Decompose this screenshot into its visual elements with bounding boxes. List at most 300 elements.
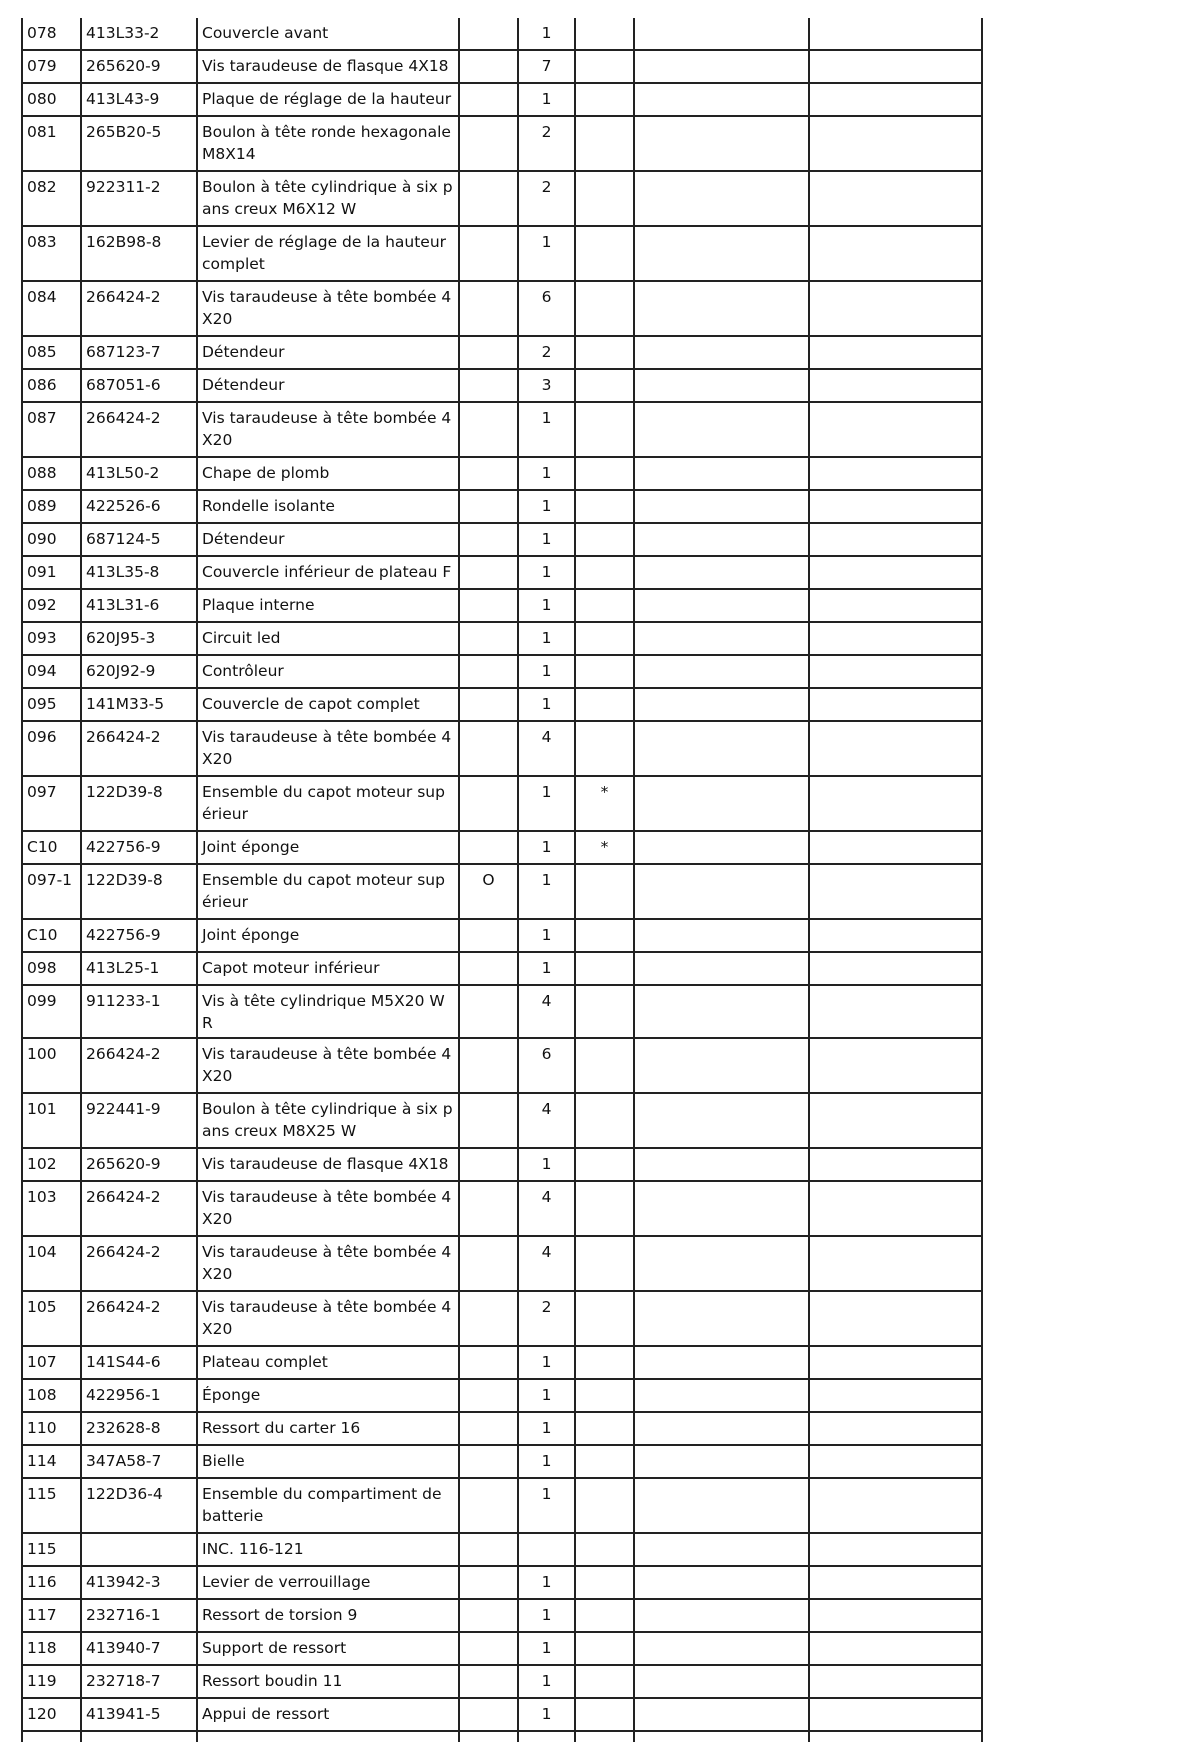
empty-cell xyxy=(459,1731,518,1742)
empty-cell xyxy=(809,1093,982,1148)
quantity-cell: 4 xyxy=(518,1236,575,1291)
option-cell xyxy=(459,831,518,864)
part-number-cell: 422526-6 xyxy=(81,490,197,523)
table-row xyxy=(22,1599,982,1632)
ref-number-cell: 090 xyxy=(22,523,81,556)
empty-cell xyxy=(809,523,982,556)
note-mark-cell xyxy=(575,226,634,281)
quantity-cell: 2 xyxy=(518,116,575,171)
ref-number-cell: 085 xyxy=(22,336,81,369)
note-mark-cell xyxy=(575,952,634,985)
empty-cell xyxy=(634,622,809,655)
part-number-cell: 141M33-5 xyxy=(81,688,197,721)
empty-cell xyxy=(809,336,982,369)
part-number-cell: 265620-9 xyxy=(81,50,197,83)
option-cell xyxy=(459,523,518,556)
description-cell: Vis taraudeuse à tête bombée 4X20 xyxy=(197,1038,459,1093)
part-number-cell: 232716-1 xyxy=(81,1599,197,1632)
description-cell: Couvercle inférieur de plateau F xyxy=(197,556,459,589)
table-row xyxy=(22,50,982,83)
empty-cell xyxy=(809,50,982,83)
empty-cell xyxy=(634,1412,809,1445)
description-cell: Vis taraudeuse à tête bombée 4X20 xyxy=(197,281,459,336)
table-row xyxy=(22,226,982,281)
quantity-cell: 2 xyxy=(518,171,575,226)
option-cell xyxy=(459,369,518,402)
description-cell: Couvercle avant xyxy=(197,18,459,50)
quantity-cell: 1 xyxy=(518,1379,575,1412)
table-row xyxy=(22,490,982,523)
table-row xyxy=(22,83,982,116)
empty-cell xyxy=(809,18,982,50)
option-cell xyxy=(459,721,518,776)
table-row xyxy=(22,1445,982,1478)
empty-cell xyxy=(634,457,809,490)
option-cell xyxy=(459,83,518,116)
note-mark-cell xyxy=(575,1665,634,1698)
description-cell: Contrôleur xyxy=(197,655,459,688)
empty-cell xyxy=(809,369,982,402)
ref-number-cell: 099 xyxy=(22,985,81,1038)
ref-number-cell: 103 xyxy=(22,1181,81,1236)
option-cell xyxy=(459,556,518,589)
part-number-cell: 422956-1 xyxy=(81,1379,197,1412)
quantity-cell: 4 xyxy=(518,985,575,1038)
empty-cell xyxy=(634,50,809,83)
description-cell: Ressort boudin 11 xyxy=(197,1665,459,1698)
empty-cell xyxy=(809,83,982,116)
empty-cell xyxy=(809,281,982,336)
description-cell: Plaque interne xyxy=(197,589,459,622)
empty-cell xyxy=(634,1148,809,1181)
description-cell: Boulon à tête ronde hexagonale M8X14 xyxy=(197,116,459,171)
part-number-cell: 122D39-8 xyxy=(81,776,197,831)
option-cell xyxy=(459,1566,518,1599)
option-cell xyxy=(459,985,518,1038)
part-number-cell: 687123-7 xyxy=(81,336,197,369)
quantity-cell: 1 xyxy=(518,457,575,490)
table-row xyxy=(22,1379,982,1412)
quantity-cell: 1 xyxy=(518,776,575,831)
quantity-cell: 1 xyxy=(518,402,575,457)
empty-cell xyxy=(809,457,982,490)
description-cell: Capot moteur inférieur xyxy=(197,952,459,985)
part-number-cell: 266424-2 xyxy=(81,402,197,457)
empty-cell xyxy=(809,589,982,622)
parts-table-body xyxy=(22,18,982,1742)
table-row xyxy=(22,281,982,336)
quantity-cell: 1 xyxy=(518,490,575,523)
quantity-cell: 1 xyxy=(518,1665,575,1698)
part-number-cell: 232718-7 xyxy=(81,1665,197,1698)
ref-number-cell: 120 xyxy=(22,1698,81,1731)
description-cell: Vis taraudeuse à tête bombée 4X20 xyxy=(197,1236,459,1291)
note-mark-cell xyxy=(575,1291,634,1346)
table-row xyxy=(22,952,982,985)
table-row xyxy=(22,919,982,952)
empty-cell xyxy=(634,776,809,831)
empty-cell xyxy=(809,1632,982,1665)
empty-cell xyxy=(22,1731,81,1742)
part-number-cell: 122D36-4 xyxy=(81,1478,197,1533)
table-row xyxy=(22,369,982,402)
note-mark-cell xyxy=(575,919,634,952)
quantity-cell: 2 xyxy=(518,1291,575,1346)
empty-cell xyxy=(809,1291,982,1346)
note-mark-cell xyxy=(575,1181,634,1236)
empty-cell xyxy=(809,864,982,919)
ref-number-cell: 119 xyxy=(22,1665,81,1698)
note-mark-cell xyxy=(575,171,634,226)
description-cell: Vis taraudeuse à tête bombée 4X20 xyxy=(197,1181,459,1236)
option-cell xyxy=(459,1236,518,1291)
option-cell xyxy=(459,226,518,281)
empty-cell xyxy=(634,18,809,50)
description-cell: Vis taraudeuse à tête bombée 4X20 xyxy=(197,402,459,457)
description-cell: Vis taraudeuse de flasque 4X18 xyxy=(197,1148,459,1181)
empty-cell xyxy=(634,1533,809,1566)
empty-cell xyxy=(634,402,809,457)
part-number-cell: 620J95-3 xyxy=(81,622,197,655)
part-number-cell: 413L43-9 xyxy=(81,83,197,116)
part-number-cell: 413L33-2 xyxy=(81,18,197,50)
option-cell xyxy=(459,1478,518,1533)
note-mark-cell xyxy=(575,50,634,83)
table-row xyxy=(22,589,982,622)
empty-cell xyxy=(809,721,982,776)
description-cell: Support de ressort xyxy=(197,1632,459,1665)
description-cell: Éponge xyxy=(197,1379,459,1412)
empty-cell xyxy=(809,1478,982,1533)
note-mark-cell xyxy=(575,985,634,1038)
empty-cell xyxy=(634,116,809,171)
quantity-cell: 1 xyxy=(518,864,575,919)
option-cell xyxy=(459,336,518,369)
empty-cell xyxy=(634,1566,809,1599)
option-cell: O xyxy=(459,864,518,919)
part-number-cell: 413940-7 xyxy=(81,1632,197,1665)
ref-number-cell: 094 xyxy=(22,655,81,688)
description-cell: Boulon à tête cylindrique à six pans creux M6X12 W xyxy=(197,171,459,226)
empty-cell xyxy=(809,831,982,864)
quantity-cell: 1 xyxy=(518,688,575,721)
option-cell xyxy=(459,1412,518,1445)
table-row xyxy=(22,1291,982,1346)
option-cell xyxy=(459,952,518,985)
part-number-cell: 413942-3 xyxy=(81,1566,197,1599)
table-row xyxy=(22,1093,982,1148)
description-cell: Joint éponge xyxy=(197,831,459,864)
part-number-cell: 347A58-7 xyxy=(81,1445,197,1478)
quantity-cell: 1 xyxy=(518,655,575,688)
ref-number-cell: 104 xyxy=(22,1236,81,1291)
part-number-cell: 413941-5 xyxy=(81,1698,197,1731)
table-row xyxy=(22,1632,982,1665)
empty-cell xyxy=(634,1038,809,1093)
empty-cell xyxy=(634,1632,809,1665)
option-cell xyxy=(459,1093,518,1148)
note-mark-cell xyxy=(575,1566,634,1599)
table-row xyxy=(22,864,982,919)
description-cell: Levier de réglage de la hauteur complet xyxy=(197,226,459,281)
empty-cell xyxy=(575,1731,634,1742)
note-mark-cell xyxy=(575,688,634,721)
option-cell xyxy=(459,1599,518,1632)
description-cell: Détendeur xyxy=(197,523,459,556)
description-cell: Rondelle isolante xyxy=(197,490,459,523)
empty-cell xyxy=(634,556,809,589)
ref-number-cell: 117 xyxy=(22,1599,81,1632)
table-row xyxy=(22,336,982,369)
empty-cell xyxy=(634,1236,809,1291)
option-cell xyxy=(459,776,518,831)
part-number-cell: 266424-2 xyxy=(81,1236,197,1291)
empty-cell xyxy=(634,83,809,116)
table-row xyxy=(22,1181,982,1236)
ref-number-cell: 116 xyxy=(22,1566,81,1599)
ref-number-cell: 108 xyxy=(22,1379,81,1412)
option-cell xyxy=(459,1665,518,1698)
quantity-cell: 6 xyxy=(518,1038,575,1093)
ref-number-cell: 098 xyxy=(22,952,81,985)
table-row xyxy=(22,1346,982,1379)
note-mark-cell xyxy=(575,116,634,171)
ref-number-cell: 087 xyxy=(22,402,81,457)
note-mark-cell xyxy=(575,1478,634,1533)
table-row xyxy=(22,831,982,864)
parts-table xyxy=(21,18,983,1742)
ref-number-cell: 095 xyxy=(22,688,81,721)
option-cell xyxy=(459,1346,518,1379)
part-number-cell: 266424-2 xyxy=(81,721,197,776)
ref-number-cell: 084 xyxy=(22,281,81,336)
ref-number-cell: 097-1 xyxy=(22,864,81,919)
empty-cell xyxy=(634,1379,809,1412)
empty-cell xyxy=(634,1731,809,1742)
description-cell: Détendeur xyxy=(197,336,459,369)
quantity-cell: 1 xyxy=(518,1566,575,1599)
empty-cell xyxy=(809,952,982,985)
empty-cell xyxy=(634,1291,809,1346)
ref-number-cell: 105 xyxy=(22,1291,81,1346)
note-mark-cell xyxy=(575,1093,634,1148)
option-cell xyxy=(459,490,518,523)
empty-cell xyxy=(809,1698,982,1731)
quantity-cell: 2 xyxy=(518,336,575,369)
note-mark-cell xyxy=(575,402,634,457)
ref-number-cell: 080 xyxy=(22,83,81,116)
empty-cell xyxy=(634,688,809,721)
part-number-cell: 413L31-6 xyxy=(81,589,197,622)
empty-cell xyxy=(809,402,982,457)
empty-cell xyxy=(809,1665,982,1698)
note-mark-cell xyxy=(575,1148,634,1181)
option-cell xyxy=(459,1038,518,1093)
table-row xyxy=(22,1038,982,1093)
option-cell xyxy=(459,171,518,226)
option-cell xyxy=(459,281,518,336)
note-mark-cell: * xyxy=(575,831,634,864)
ref-number-cell: 115 xyxy=(22,1533,81,1566)
ref-number-cell: 086 xyxy=(22,369,81,402)
note-mark-cell xyxy=(575,1632,634,1665)
table-row xyxy=(22,985,982,1038)
empty-cell xyxy=(809,688,982,721)
part-number-cell: 413L50-2 xyxy=(81,457,197,490)
part-number-cell: 266424-2 xyxy=(81,1291,197,1346)
empty-cell xyxy=(634,721,809,776)
ref-number-cell: 097 xyxy=(22,776,81,831)
table-row xyxy=(22,622,982,655)
empty-cell xyxy=(809,919,982,952)
empty-cell xyxy=(634,490,809,523)
option-cell xyxy=(459,1291,518,1346)
empty-cell xyxy=(634,1478,809,1533)
quantity-cell: 1 xyxy=(518,83,575,116)
note-mark-cell xyxy=(575,1038,634,1093)
note-mark-cell xyxy=(575,1698,634,1731)
note-mark-cell xyxy=(575,336,634,369)
empty-cell xyxy=(809,1566,982,1599)
description-cell: Détendeur xyxy=(197,369,459,402)
empty-cell xyxy=(809,1731,982,1742)
empty-cell xyxy=(634,1599,809,1632)
description-cell: Plaque de réglage de la hauteur xyxy=(197,83,459,116)
ref-number-cell: 100 xyxy=(22,1038,81,1093)
option-cell xyxy=(459,116,518,171)
option-cell xyxy=(459,1698,518,1731)
empty-cell xyxy=(809,556,982,589)
option-cell xyxy=(459,919,518,952)
ref-number-cell: 110 xyxy=(22,1412,81,1445)
table-row xyxy=(22,655,982,688)
table-row xyxy=(22,1478,982,1533)
empty-cell xyxy=(197,1731,459,1742)
quantity-cell: 1 xyxy=(518,1599,575,1632)
part-number-cell: 422756-9 xyxy=(81,831,197,864)
part-number-cell: 266424-2 xyxy=(81,1181,197,1236)
empty-cell xyxy=(634,919,809,952)
quantity-cell: 1 xyxy=(518,952,575,985)
empty-cell xyxy=(518,1731,575,1742)
ref-number-cell: 088 xyxy=(22,457,81,490)
option-cell xyxy=(459,1445,518,1478)
empty-cell xyxy=(634,952,809,985)
part-number-cell: 232628-8 xyxy=(81,1412,197,1445)
ref-number-cell: 096 xyxy=(22,721,81,776)
option-cell xyxy=(459,589,518,622)
note-mark-cell xyxy=(575,18,634,50)
ref-number-cell: 101 xyxy=(22,1093,81,1148)
empty-cell xyxy=(634,1445,809,1478)
empty-cell xyxy=(809,776,982,831)
quantity-cell: 1 xyxy=(518,226,575,281)
table-row xyxy=(22,1236,982,1291)
note-mark-cell xyxy=(575,589,634,622)
ref-number-cell: 107 xyxy=(22,1346,81,1379)
ref-number-cell: 118 xyxy=(22,1632,81,1665)
table-row xyxy=(22,1698,982,1731)
empty-cell xyxy=(634,1698,809,1731)
empty-cell xyxy=(809,1533,982,1566)
empty-cell xyxy=(634,281,809,336)
option-cell xyxy=(459,688,518,721)
note-mark-cell xyxy=(575,457,634,490)
description-cell: Vis taraudeuse à tête bombée 4X20 xyxy=(197,1291,459,1346)
note-mark-cell xyxy=(575,655,634,688)
part-number-cell: 422756-9 xyxy=(81,919,197,952)
note-mark-cell xyxy=(575,1236,634,1291)
quantity-cell: 1 xyxy=(518,1698,575,1731)
empty-cell xyxy=(634,1665,809,1698)
quantity-cell: 1 xyxy=(518,589,575,622)
part-number-cell: 413L25-1 xyxy=(81,952,197,985)
table-row xyxy=(22,556,982,589)
quantity-cell: 4 xyxy=(518,1181,575,1236)
ref-number-cell: 083 xyxy=(22,226,81,281)
table-row xyxy=(22,18,982,50)
empty-cell xyxy=(809,1346,982,1379)
note-mark-cell xyxy=(575,1379,634,1412)
part-number-cell: 266424-2 xyxy=(81,1038,197,1093)
ref-number-cell: 114 xyxy=(22,1445,81,1478)
table-row xyxy=(22,116,982,171)
empty-cell xyxy=(809,226,982,281)
empty-cell xyxy=(634,171,809,226)
description-cell: Couvercle de capot complet xyxy=(197,688,459,721)
description-cell: Levier de verrouillage xyxy=(197,1566,459,1599)
ref-number-cell: 078 xyxy=(22,18,81,50)
description-cell: Ressort du carter 16 xyxy=(197,1412,459,1445)
empty-cell xyxy=(81,1731,197,1742)
empty-cell xyxy=(809,1038,982,1093)
parts-list-page xyxy=(21,18,981,1742)
ref-number-cell: 089 xyxy=(22,490,81,523)
option-cell xyxy=(459,402,518,457)
empty-cell xyxy=(809,116,982,171)
option-cell xyxy=(459,1148,518,1181)
part-number-cell: 413L35-8 xyxy=(81,556,197,589)
part-number-cell: 922441-9 xyxy=(81,1093,197,1148)
option-cell xyxy=(459,622,518,655)
quantity-cell: 1 xyxy=(518,1412,575,1445)
ref-number-cell: 115 xyxy=(22,1478,81,1533)
note-mark-cell xyxy=(575,369,634,402)
ref-number-cell: C10 xyxy=(22,831,81,864)
description-cell: INC. 116-121 xyxy=(197,1533,459,1566)
part-number-cell: 162B98-8 xyxy=(81,226,197,281)
quantity-cell: 1 xyxy=(518,919,575,952)
empty-cell xyxy=(634,369,809,402)
description-cell: Bielle xyxy=(197,1445,459,1478)
note-mark-cell xyxy=(575,523,634,556)
empty-cell xyxy=(809,1379,982,1412)
table-row xyxy=(22,776,982,831)
quantity-cell: 1 xyxy=(518,1632,575,1665)
table-row xyxy=(22,171,982,226)
empty-cell xyxy=(809,1599,982,1632)
description-cell: Ensemble du capot moteur supérieur xyxy=(197,864,459,919)
empty-cell xyxy=(634,226,809,281)
part-number-cell: 265620-9 xyxy=(81,1148,197,1181)
description-cell: Joint éponge xyxy=(197,919,459,952)
option-cell xyxy=(459,1379,518,1412)
table-row-continuation xyxy=(22,1731,982,1742)
part-number-cell: 687051-6 xyxy=(81,369,197,402)
table-row xyxy=(22,402,982,457)
quantity-cell xyxy=(518,1533,575,1566)
option-cell xyxy=(459,18,518,50)
